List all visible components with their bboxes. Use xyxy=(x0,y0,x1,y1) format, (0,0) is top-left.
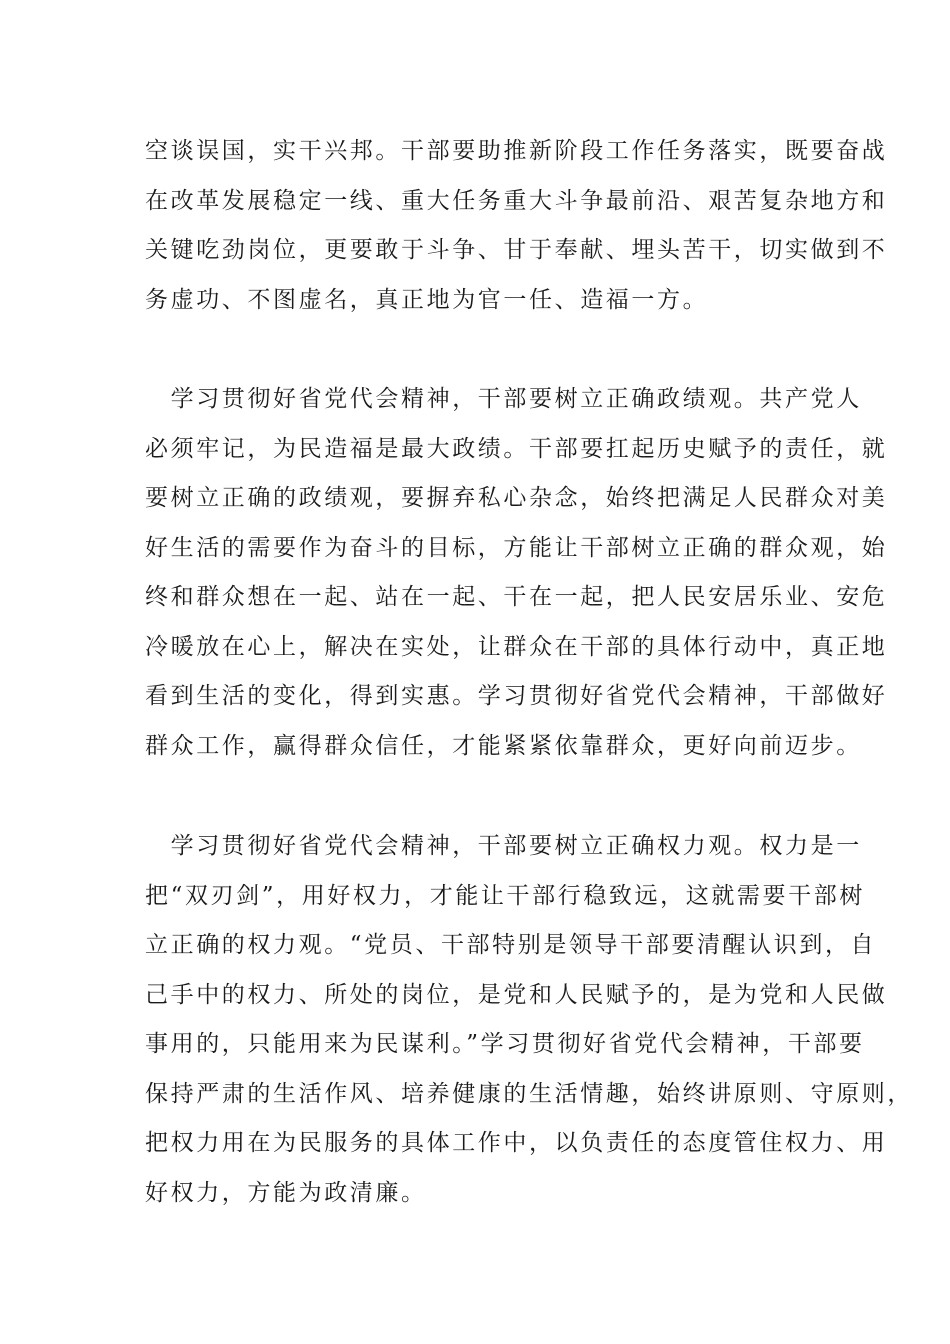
paragraph-2 xyxy=(145,375,888,771)
paragraph-1 xyxy=(145,127,888,325)
paragraph-line: 学习贯彻好省党代会精神，干部要树立正确政绩观。共产党人 xyxy=(145,386,862,412)
paragraph-line: 学习贯彻好省党代会精神，干部要树立正确权力观。权力是一 xyxy=(145,833,862,859)
paragraph-line: 在改革发展稳定一线、重大任务重大斗争最前沿、艰苦复杂地方和 xyxy=(145,187,888,214)
paragraph-line: 立正确的权力观。“党员、干部特别是领导干部要清醒认识到，自 xyxy=(145,932,877,958)
paragraph-line: 把权力用在为民服务的具体工作中，以负责任的态度管住权力、用 xyxy=(145,1130,888,1156)
paragraph-line: 把“双刃剑”，用好权力，才能让干部行稳致远，这就需要干部树 xyxy=(145,882,865,909)
paragraph-line: 己手中的权力、所处的岗位，是党和人民赋予的，是为党和人民做 xyxy=(145,981,888,1008)
paragraph-line: 冷暖放在心上，解决在实处，让群众在干部的具体行动中，真正地 xyxy=(145,633,888,660)
paragraph-line: 看到生活的变化，得到实惠。学习贯彻好省党代会精神，干部做好 xyxy=(145,683,888,709)
paragraph-line: 好权力，方能为政清廉。 xyxy=(145,1179,427,1206)
paragraph-line: 空谈误国，实干兴邦。干部要助推新阶段工作任务落实，既要奋战 xyxy=(145,138,888,164)
paragraph-line: 保持严肃的生活作风、培养健康的生活情趣，始终讲原则、守原则， xyxy=(145,1080,913,1107)
paragraph-line: 事用的，只能用来为民谋利。”学习贯彻好省党代会精神，干部要 xyxy=(145,1031,865,1057)
paragraph-line: 群众工作，赢得群众信任，才能紧紧依靠群众，更好向前迈步。 xyxy=(145,732,862,759)
paragraph-line: 终和群众想在一起、站在一起、干在一起，把人民安居乐业、安危 xyxy=(145,584,888,610)
paragraph-line: 好生活的需要作为奋斗的目标，方能让干部树立正确的群众观，始 xyxy=(145,534,888,561)
paragraph-line: 必须牢记，为民造福是最大政绩。干部要扛起历史赋予的责任，就 xyxy=(145,435,888,462)
paragraph-line: 关键吃劲岗位，更要敢于斗争、甘于奉献、埋头苦干，切实做到不 xyxy=(145,237,888,263)
paragraph-line: 务虚功、不图虚名，真正地为官一任、造福一方。 xyxy=(145,286,709,313)
paragraph-line: 要树立正确的政绩观，要摒弃私心杂念，始终把满足人民群众对美 xyxy=(145,485,888,511)
paragraph-3 xyxy=(145,822,913,1218)
